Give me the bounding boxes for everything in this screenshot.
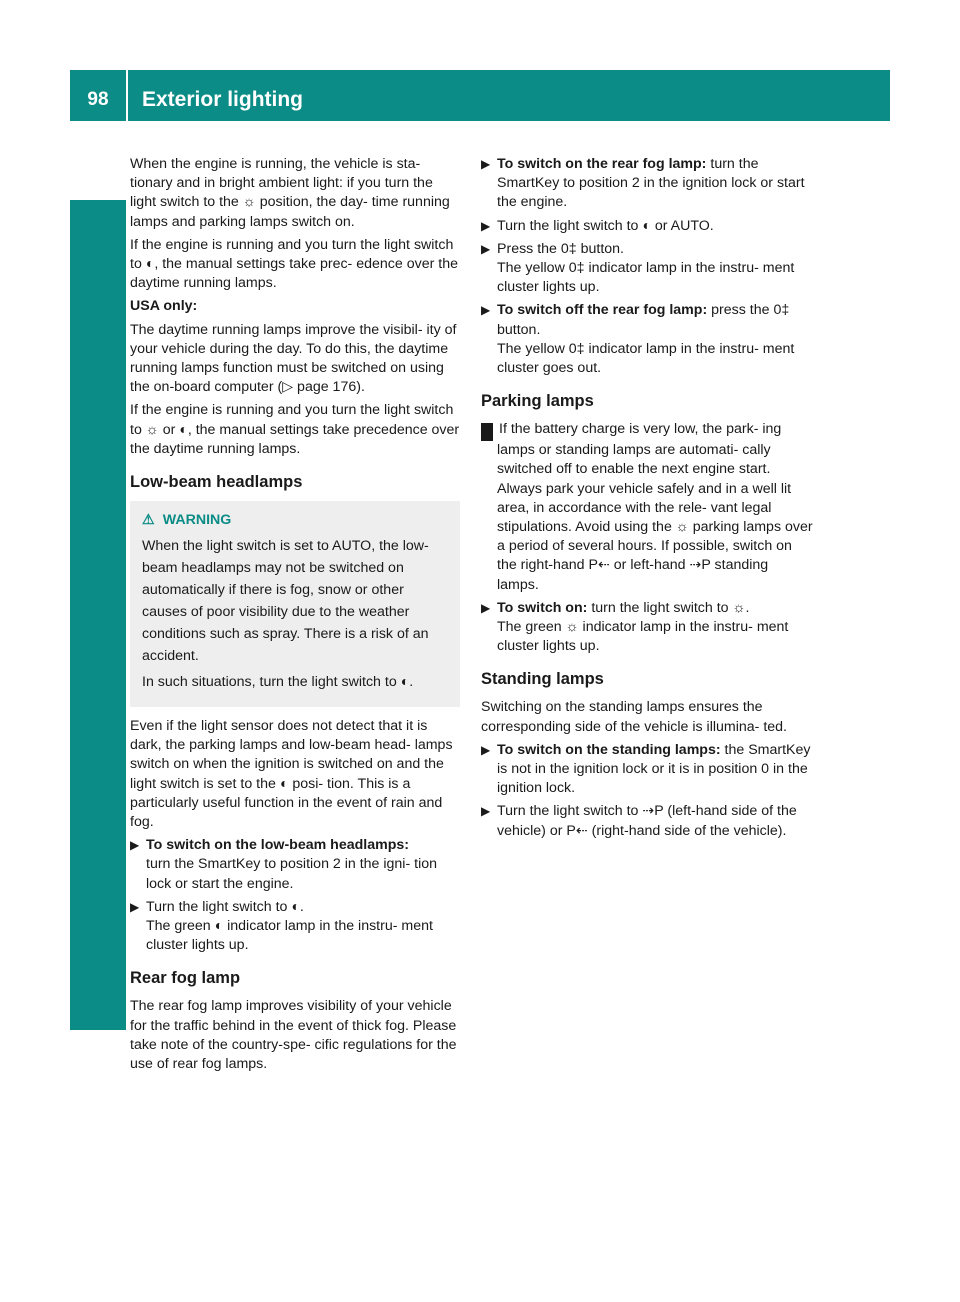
paragraph: If the engine is running and you turn the light switch to ◐, the manual settings take prec- edence over the daytime running lamps.: [130, 236, 458, 292]
step-text: Turn the light switch to ◐ or AUTO.: [497, 217, 714, 234]
arrow-right-icon: ▶: [481, 157, 491, 171]
step-result: The yellow 0‡ indicator lamp in the instru- ment cluster goes out.: [497, 340, 795, 377]
header-divider: [126, 70, 128, 121]
warning-box: [130, 501, 460, 707]
arrow-right-icon: ▶: [481, 600, 491, 615]
step-title: To switch on the rear fog lamp:: [497, 156, 707, 172]
arrow-right-icon: ▶: [481, 804, 491, 819]
paragraph: The rear fog lamp improves visibility of your vehicle for the traffic behind in the event of thick fog. Please take note of the country-spe- cific regulations for the use of rear fog lamps.: [130, 998, 457, 1073]
arrow-right-icon: ▶: [481, 241, 491, 256]
instruction-step: [130, 898, 460, 956]
instruction-step: [130, 836, 460, 894]
exclamation-icon: !: [481, 423, 493, 441]
warning-text: When the light switch is set to AUTO, the low-beam headlamps may not be switched on automatically if there is fog, snow or other causes of poor visibility due to the weather conditions such as spray. There is a risk of an accident.: [142, 538, 429, 665]
step-text: the SmartKey is not in the ignition lock or it is in position 0 in the ignition lock.: [497, 741, 811, 797]
warning-text: In such situations, turn the light switch to ◐.: [142, 674, 414, 691]
warning-triangle-icon: ⚠: [142, 512, 155, 529]
page-header: [70, 70, 890, 121]
step-title: To switch on:: [497, 599, 588, 616]
paragraph: When the engine is running, the vehicle is sta- tionary and in bright ambient light: if you turn the light switch to the ☼ position, the day- time running lamps and parking lamps switch on.: [130, 156, 450, 230]
paragraph: Switching on the standing lamps ensures the corresponding side of the vehicle is illumina- ted.: [481, 699, 787, 735]
arrow-right-icon: ▶: [130, 899, 140, 914]
right-column: [476, 155, 813, 845]
note-text: If the battery charge is very low, the park- ing lamps or standing lamps are automati- cally switched off to enable the next engine start. Always park your vehicle safely and in a well lit area, in accordance with the rele- vant legal stipulations. Avoid using the ☼ parking lamps over a period of several hours. If possible, switch on the right-hand P⇠ or left-hand ⇢P standing lamps.: [497, 421, 813, 593]
usa-only-label: USA only:: [130, 298, 198, 315]
warning-title: WARNING: [162, 512, 232, 529]
instruction-step: [481, 802, 813, 840]
warning-heading: [142, 509, 448, 531]
step-title: To switch on the low-beam headlamps:: [146, 837, 410, 854]
paragraph: Even if the light sensor does not detect that it is dark, the parking lamps and low-beam head- lamps switch on when the ignition is switched on and the light switch is set to the ◐ posi- tion. This is a particularly useful function in the event of rain and fog.: [130, 718, 453, 831]
step-result: The green ◐ indicator lamp in the instru- ment cluster lights up.: [146, 918, 433, 954]
instruction-step: [481, 599, 813, 657]
step-result: The green ☼ indicator lamp in the instru- ment cluster lights up.: [497, 619, 789, 655]
note: [476, 420, 813, 595]
step-text: turn the SmartKey to position 2 in the ignition lock or start the engine.: [497, 156, 805, 211]
arrow-right-icon: ▶: [481, 303, 491, 318]
page-title: Exterior lighting: [142, 88, 304, 111]
heading-parking-lamps: Parking lamps: [481, 392, 594, 411]
left-column: [130, 155, 460, 1078]
instruction-step: [481, 301, 813, 378]
step-text: turn the light switch to ☼.: [591, 599, 750, 616]
paragraph: If the engine is running and you turn the light switch to ☼ or ◐, the manual settings take precedence over the daytime running lamps.: [130, 402, 460, 457]
step-text: Turn the light switch to ◐.: [146, 898, 304, 915]
step-title: To switch off the rear fog lamp:: [497, 302, 708, 319]
instruction-step: [481, 155, 813, 213]
instruction-step: [481, 240, 813, 298]
arrow-right-icon: ▶: [481, 218, 491, 233]
arrow-right-icon: ▶: [130, 838, 140, 853]
instruction-step: [481, 741, 813, 799]
paragraph: The daytime running lamps improve the visibil- ity of your vehicle during the day. To do this, the daytime running lamps function must be switched on using the on-board computer (▷ page 176).: [130, 321, 457, 396]
instruction-step: [481, 217, 813, 236]
step-text: Turn the light switch to ⇢P (left-hand side of the vehicle) or P⇠ (right-hand side of the vehicle).: [497, 803, 797, 839]
arrow-right-icon: ▶: [481, 742, 491, 757]
step-text: Press the 0‡ button.: [497, 240, 624, 257]
section-title: Lights and windshield wipers: [86, 665, 109, 959]
heading-standing-lamps: Standing lamps: [481, 670, 604, 689]
heading-low-beam: Low-beam headlamps: [130, 473, 303, 492]
page-number: 98: [87, 89, 109, 110]
step-text: turn the SmartKey to position 2 in the igni- tion lock or start the engine.: [146, 856, 438, 892]
step-text: press the 0‡ button.: [497, 302, 790, 338]
heading-rear-fog: Rear fog lamp: [130, 969, 241, 988]
step-title: To switch on the standing lamps:: [497, 741, 721, 758]
step-result: The yellow 0‡ indicator lamp in the instru- ment cluster lights up.: [497, 260, 795, 296]
